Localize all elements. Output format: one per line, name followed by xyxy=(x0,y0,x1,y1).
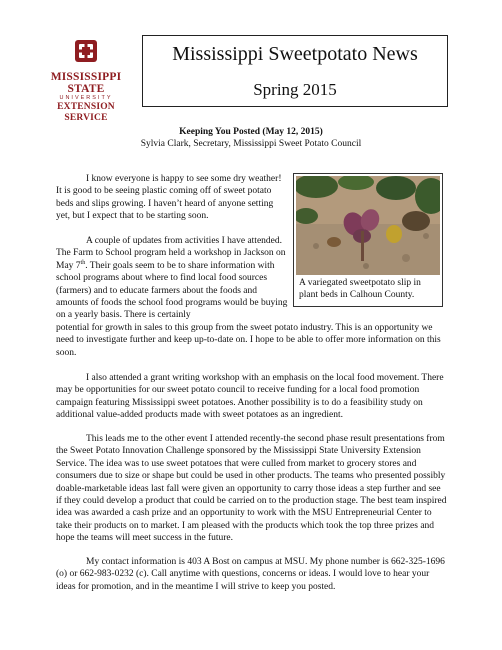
logo-line-2: UNIVERSITY xyxy=(59,95,113,101)
logo-line-3: EXTENSION SERVICE xyxy=(57,102,115,123)
article-title: Keeping You Posted (May 12, 2015) xyxy=(179,127,323,137)
newsletter-title: Mississippi Sweetpotato News xyxy=(172,43,418,65)
paragraph-1: I know everyone is happy to see some dry weather! It is good to be seeing plastic coming off of sweet potato beds and slips growing. I haven’t heard of anyone setting yet, but I expect that to be starting soon. xyxy=(56,174,282,222)
paragraph-5: My contact information is 403 A Bost on campus at MSU. My phone number is 662-325-1696 (o) or 662-983-0232 (c). Call anytime with questions, concerns or ideas. I would love to hear your ideas for promotion, and in the meantime I will strive to keep you posted. xyxy=(56,557,445,592)
paragraph-2-text-a: A couple of updates from activities I have attended. The Farm to School program held a workshop in Jackson on May 7 xyxy=(56,236,286,271)
msu-extension-logo xyxy=(38,38,134,124)
logo-line-1: MISSISSIPPI STATE xyxy=(50,71,122,95)
figure-box xyxy=(293,173,443,307)
paragraph-2-continued: potential for growth in sales to this group from the sweet potato industry. This is an opportunity we need to investigate further and keep up-to-date on. I hope to be able to offer more information on this soon. xyxy=(56,323,441,358)
figure-caption: A variegated sweetpotato slip in plant beds in Calhoun County. xyxy=(299,278,421,300)
article-byline: Sylvia Clark, Secretary, Mississippi Sweet Potato Council xyxy=(140,139,362,149)
paragraph-2-superscript: th xyxy=(80,259,86,266)
paragraph-3: I also attended a grant writing workshop with an emphasis on the local food movement. There may be opportunities for our sweet potato council to receive funding for a local food promotion campaign featuring Mississippi sweet potatoes. Another possibility is to do a feasibility study on additional value-added products made with sweet potatoes as an ingredient. xyxy=(56,373,444,421)
masthead-box xyxy=(142,35,448,107)
issue-date: Spring 2015 xyxy=(253,80,337,99)
msu-seal-icon xyxy=(73,38,99,64)
paragraph-2-text-b: . Their goals seem to be to share information with school programs about where to find local food sources (farmers) and to educate farmers about the foods and amounts of foods the school food programs would be buying on a yearly basis. There is certainly xyxy=(56,260,288,321)
paragraph-4: This leads me to the other event I attended recently-the second phase result presentations from the Sweet Potato Innovation Challenge sponsored by the Mississippi State University Extension Service. The idea was to use sweet potatoes that were culled from market to grocery stores and consumers due to size or shape but could be used in other products. The teams who presented possibly doable-marketable ideas last fall were given an opportunity to carry those ideas a step further and see if they could develop a product that could be carried on to the production stage. The best team inspired idea was awarded a cash prize and an opportunity to work with the MSU Entrepreneurial Center to take their products on to market. I am pleased with the products which took the top three prizes and hope the teams will meet success in the future. xyxy=(56,434,447,544)
sweetpotato-slip-photo xyxy=(296,176,440,275)
paragraph-2 xyxy=(56,235,288,322)
